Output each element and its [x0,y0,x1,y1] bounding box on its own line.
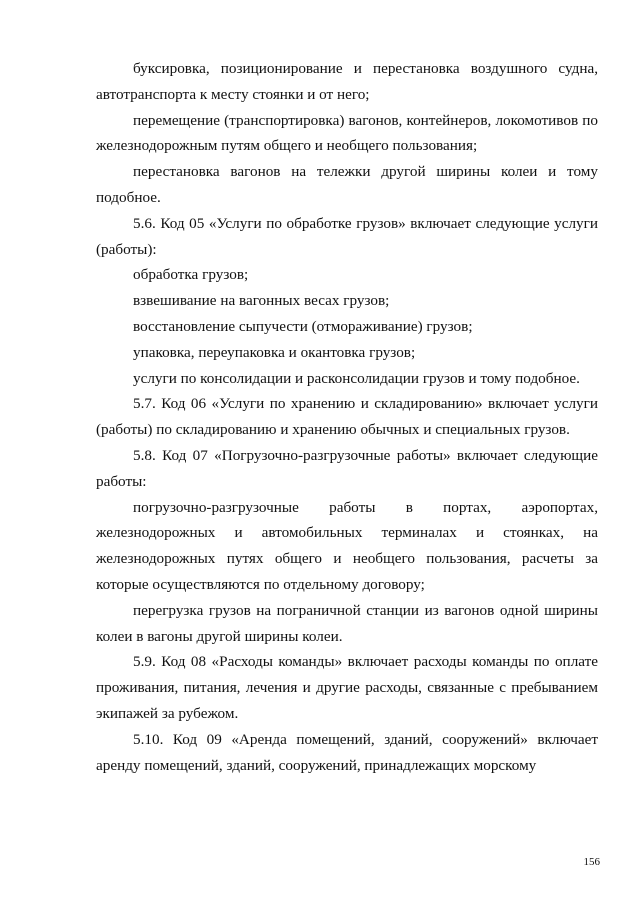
paragraph-1: буксировка, позиционирование и перестановка воздушного судна, автотранспорта к месту стоянки и от него; [96,60,598,103]
paragraph-9: услуги по консолидации и расконсолидации грузов и тому подобное. [133,369,580,387]
paragraph-2: перемещение (транспортировка) вагонов, контейнеров, локомотивов по железнодорожным путям общего и необщего пользования; [96,111,598,155]
paragraph-11: 5.8. Код 07 «Погрузочно-разгрузочные работы» включает следующие работы: [96,446,598,490]
paragraph-10: 5.7. Код 06 «Услуги по хранению и складированию» включает услуги (работы) по складированию и хранению обычных и специальных грузов. [96,395,598,439]
paragraph-15: 5.10. Код 09 «Аренда помещений, зданий, сооружений» включает аренду помещений, зданий, сооружений, принадлежащих морскому [96,730,598,774]
paragraph-5: обработка грузов; [133,266,249,284]
paragraph-13: перегрузка грузов на пограничной станции из вагонов одной ширины колеи в вагоны другой ширины колеи. [96,601,598,645]
paragraph-6: взвешивание на вагонных весах грузов; [133,292,390,310]
paragraph-3: перестановка вагонов на тележки другой ширины колеи и тому подобное. [96,163,598,206]
paragraph-14: 5.9. Код 08 «Расходы команды» включает расходы команды по оплате проживания, питания, лечения и другие расходы, связанные с пребыванием экипажей за рубежом. [96,653,598,722]
page-number: 156 [583,856,600,868]
paragraph-8: упаковка, переупаковка и окантовка грузов; [133,343,416,361]
paragraph-7: восстановление сыпучести (отмораживание) грузов; [133,317,473,335]
document-body [96,56,598,778]
paragraph-4: 5.6. Код 05 «Услуги по обработке грузов» включает следующие услуги (работы): [96,214,598,258]
paragraph-12: погрузочно-разгрузочные работы в портах, аэропортах, железнодорожных и автомобильных терминалах и стоянках, на железнодорожных путях общего и необщего пользования, расчеты за которые осуществляются по отдельному договору; [96,498,598,593]
